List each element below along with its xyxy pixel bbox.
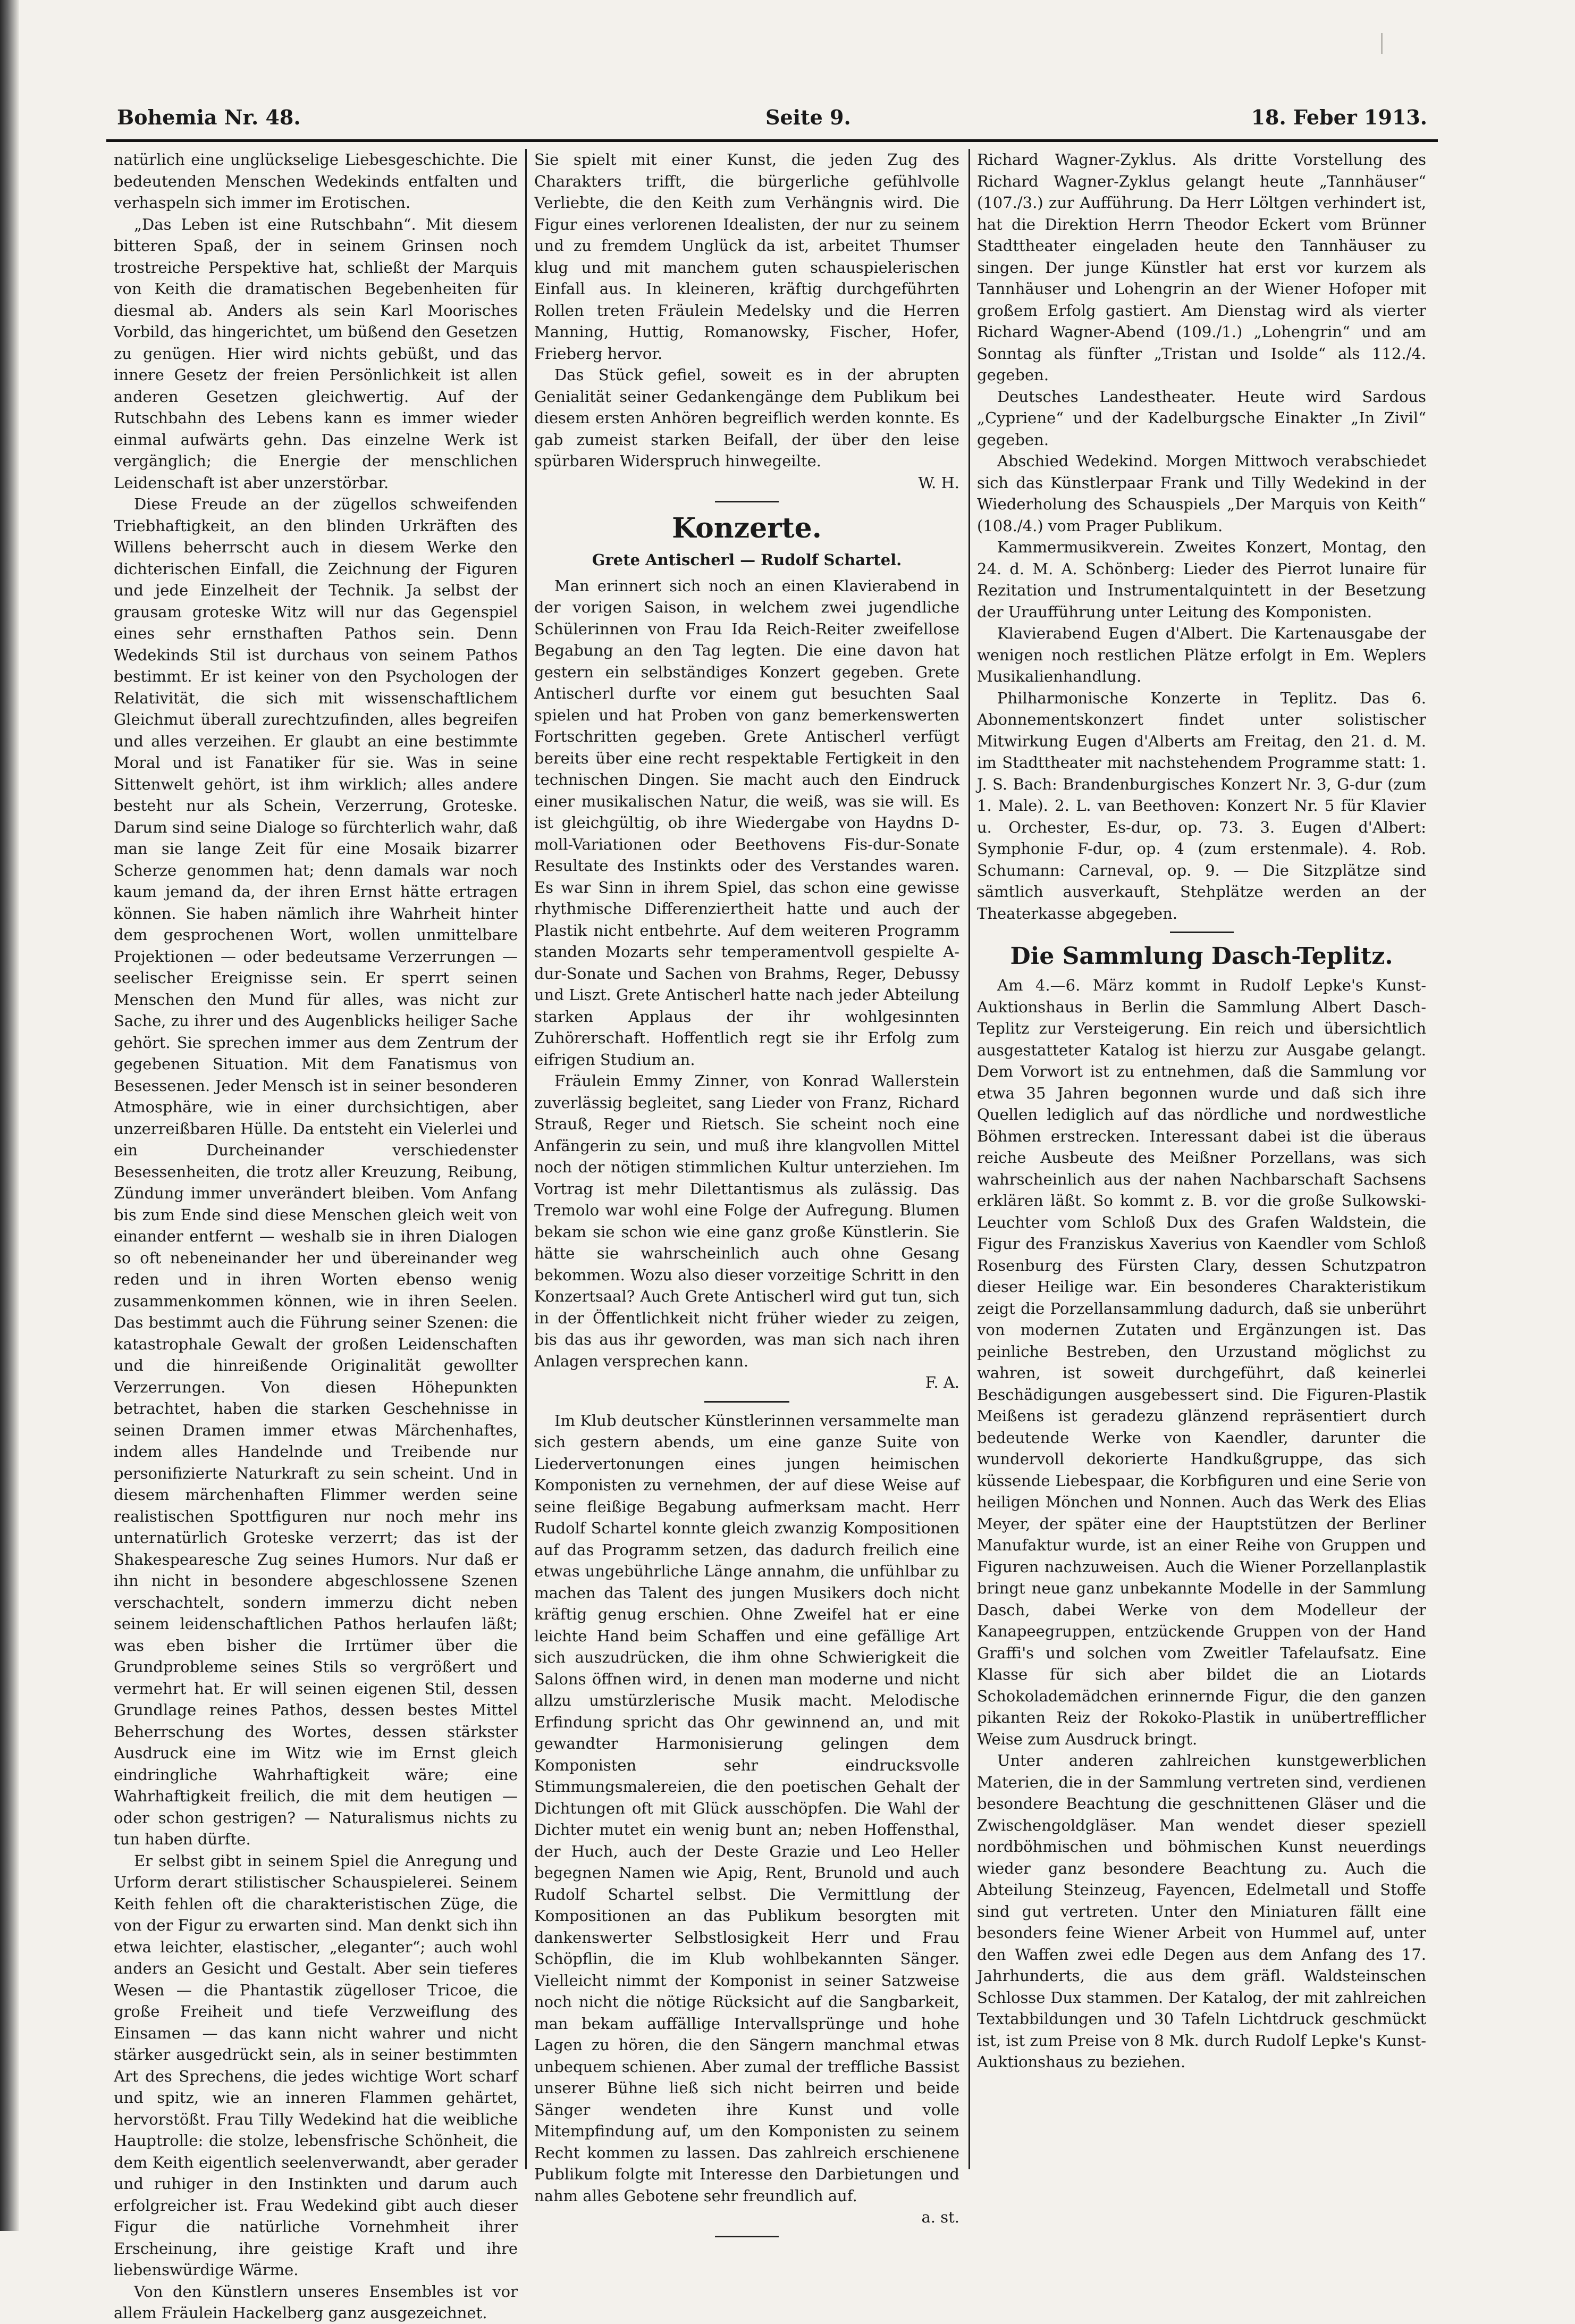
column-2 [534,149,959,2226]
article-paragraph: Im Klub deutscher Künstlerinnen versammelte man sich gestern abends, um eine ganze Suite von Liedervertonungen eines jungen heimischen Komponisten zu vernehmen, der auf diese Weise auf seine fleißige Begabung aufmerksam macht. Herr Rudolf Schartel konnte gleich zwanzig Kompositionen auf das Programm setzen, das dadurch freilich eine etwas ungebührliche Länge annahm, die unfühlbar zu machen das Talent des jungen Musikers doch nicht kräftig genug erschien. Ohne Zweifel hat er eine leichte Hand beim Schaffen und eine gefällige Art sich auszudrücken, die ihm ohne Schwierigkeit die Salons öffnen wird, in denen man moderne und nicht allzu umstürzlerische Musik macht. Melodische Erfindung spricht das Ohr gewinnend an, und mit gewandter Harmonisierung gelingen dem Komponisten sehr eindrucksvolle Stimmungsmalereien, die den poetischen Gehalt der Dichtungen oft mit Glück ausschöpfen. Die Wahl der Dichter mutet ein wenig bunt an; neben Hoffensthal, der Huch, auch der Deste Grazie und Leo Heller begegnen Namen wie Apig, Rent, Brunold und auch Rudolf Schartel selbst. Die Vermittlung der Kompositionen an das Publikum besorgten mit dankenswerter Selbstlosigkeit Herr und Frau Schöpflin, die im Klub wohlbekannten Sänger. Vielleicht nimmt der Komponist in seiner Satzweise noch nicht die nötige Rücksicht auf die Sangbarkeit, man bekam auffällige Intervallsprünge und hohe Lagen zu hören, die den Sängern manchmal etwas unbequem schienen. Aber zumal der treffliche Bassist unserer Bühne ließ sich nicht beirren und beide Sänger wendeten ihre Kunst und volle Mitempfindung auf, um den Komponisten zu seinem Recht kommen zu lassen. Das zahlreich erschienene Publikum folgte mit Interesse den Darbietungen und nahm alles Gebotene sehr freundlich auf. [534,1411,959,2205]
article-paragraph: Fräulein Emmy Zinner, von Konrad Wallerstein zuverlässig begleitet, sang Lieder von Franz, Richard Strauß, Reger und Rietsch. Sie scheint noch eine Anfängerin zu sein, und muß ihre klangvollen Mittel noch der nötigen stimmlichen Kultur unterziehen. Im Vortrag ist mehr Dilettantismus als zulässig. Das Tremolo war wohl eine Folge der Aufregung. Blumen bekam sie schon wie eine ganz große Künstlerin. Sie hätte sie wahrscheinlich auch ohne Gesang bekommen. Wozu also dieser vorzeitige Schritt in den Konzertsaal? Auch Grete Antischerl wird gut tun, sich in der Öffentlichkeit nicht früher wieder zu zeigen, bis das aus ihr geworden, was man sich nach ihren Anlagen versprechen kann. [534,1072,959,1370]
article-paragraph: Diese Freude an der zügellos schweifenden Triebhaftigkeit, an den blinden Urkräften des Willens beherrscht auch in diesem Werke den dichterischen Einfall, die Zeichnung der Figuren und jede Einzelheit der Technik. Ja selbst der grausam groteske Witz will nur das Gegenspiel eines sehr ernsthaften Pathos sein. Denn Wedekinds Stil ist durchaus von seinem Pathos bestimmt. Er ist keiner von den Psychologen der Relativität, die sich mit wissenschaftlichem Gleichmut überall zurechtzufinden, alles begreifen und alles verzeihen. Er glaubt an eine bestimmte Moral und ist Fanatiker für sie. Was in seine Sittenwelt gehört, ist ihm wirklich; alles andere besteht nur als Schein, Verzerrung, Groteske. Darum sind seine Dialoge so fürchterlich wahr, daß man sie lange Zeit für eine Mosaik bizarrer Scherze genommen hat; denn damals war noch kaum jemand da, der ihren Ernst hätte ertragen können. Sie haben nämlich ihre Wahrheit hinter dem gesprochenen Wort, wollen unmittelbare Projektionen — oder bedeutsame Verzerrungen — seelischer Ereignisse sein. Er sperrt seinen Menschen den Mund für alles, was nicht zur Sache, zu ihrer und des Augenblicks heiliger Sache gehört. Sie sprechen immer aus dem Zentrum der gegebenen Situation. Mit dem Fanatismus von Besessenen. Jeder Mensch ist in seiner besonderen Atmosphäre, wie in einer durchsichtigen, aber unzerreißbaren Hülle. Da entsteht ein Vielerlei und ein Durcheinander verschiedenster Besessenheiten, die trotz aller Kreuzung, Reibung, Zündung immer unverändert bleiben. Vom Anfang bis zum Ende sind diese Menschen gleich weit von einander entfernt — weshalb sie in ihren Dialogen so oft nebeneinander her und übereinander weg reden und in ihren Worten ebenso wenig zusammenkommen können, wie in ihren Seelen. Das bestimmt auch die Führung seiner Szenen: die katastrophale Gewalt der großen Leidenschaften und die hinreißende Originalität gewollter Verzerrungen. Von diesen Höhepunkten betrachtet, haben die starken Geschehnisse in seinen Dramen immer etwas Märchenhaftes, indem alles Handelnde und Treibende nur personifizierte Naturkraft zu sein scheint. Und in diesem märchenhaften Flimmer werden seine realistischen Spottfiguren nur noch mehr ins unternatürlich Groteske verzerrt; das ist der Shakespearesche Zug seines Humors. Nur daß er ihn nicht in besondere abgeschlossene Szenen verschachtelt, sondern immerzu dicht neben seinem leidenschaftlichen Pathos herlaufen läßt; was eben bisher die Irrtümer über die Grundprobleme seines Stils so vergrößert und vermehrt hat. Er will seinen eigenen Stil, dessen Grundlage reines Pathos, dessen bestes Mittel Beherrschung des Wortes, dessen stärkster Ausdruck eine im Witz wie im Ernst gleich eindringliche Wahrhaftigkeit wäre; eine Wahrhaftigkeit freilich, die mit dem heutigen — oder schon gestrigen? — Naturalismus nichts zu tun haben dürfte. [114,495,518,1848]
section-title-sammlung: Die Sammlung Dasch-Teplitz. [1010,943,1393,970]
header-page-number: Seite 9. [765,105,851,129]
header-date: 18. Feber 1913. [1251,105,1427,129]
section-separator [715,2236,779,2237]
article-paragraph: Von den Künstlern unseres Ensembles ist vor allem Fräulein Hackelberg ganz ausgezeichnet. [114,2282,518,2322]
header-publication: Bohemia Nr. 48. [117,105,301,129]
article-paragraph: Unter anderen zahlreichen kunstgewerblichen Materien, die in der Sammlung vertreten sind, verdienen besondere Beachtung die geschnittenen Gläser und die Zwischengoldgläser. Man wendet dieser speziell nordböhmischen und böhmischen Kunst neuerdings wieder ganz besondere Beachtung zu. Auch die Abteilung Steinzeug, Fayencen, Edelmetall und Stoffe sind gut vertreten. Unter den Miniaturen fällt eine besonders feine Wiener Arbeit von Hummel auf, unter den Waffen zwei edle Degen aus dem Anfang des 17. Jahrhunderts, die aus dem gräfl. Waldsteinschen Schlosse Dux stammen. Der Katalog, der mit zahlreichen Textabbildungen und 30 Tafeln Lichtdruck geschmückt ist, ist zum Preise von 8 Mk. durch Rudolf Lepke's Kunst-Auktionshaus zu beziehen. [977,1751,1426,2071]
section-separator [715,501,779,502]
notice-paragraph: Philharmonische Konzerte in Teplitz. Das 6. Abonnementskonzert findet unter solistischer Mitwirkung Eugen d'Alberts am Freitag, den 21. d. M. im Stadttheater mit nachstehendem Programme statt: 1. J. S. Bach: Brandenburgisches Konzert Nr. 3, G-dur (zum 1. Male). 2. L. van Beethoven: Konzert Nr. 5 für Klavier u. Orchester, Es-dur, op. 73. 3. Eugen d'Albert: Symphonie F-dur, op. 4 (zum erstenmale). 4. Rob. Schumann: Carneval, op. 9. — Die Sitzplätze sind sämtlich ausverkauft, Stehplätze werden an der Theaterkasse abgegeben. [977,689,1426,922]
article-paragraph: Er selbst gibt in seinem Spiel die Anregung und Urform derart stilistischer Schauspielerei. Seinem Keith fehlen oft die charakteristischen Züge, die von der Figur zu erwarten sind. Man denkt sich ihn etwa leichter, elastischer, „eleganter“; auch wohl anders an Gesicht und Gestalt. Aber sein tieferes Wesen — die Phantastik zügelloser Tricoe, die große Freiheit und tiefe Verzweiflung des Einsamen — das kann nicht wahrer und nicht stärker ausgedrückt sein, als in seiner bestimmten Art des Sprechens, die jedes wichtige Wort scharf und spitz, wie an inneren Flammen gehärtet, hervorstößt. Frau Tilly Wedekind hat die weibliche Hauptrolle: die stolze, lebensfrische Schönheit, die dem Keith eigentlich seelenverwandt, aber gerader und ruhiger in den Instinkten und darum auch erfolgreicher ist. Frau Wedekind gibt auch dieser Figur die natürliche Vornehmheit ihrer Erscheinung, ihre geistige Kraft und ihre liebenswürdige Wärme. [114,1851,518,2279]
article-signature: F. A. [925,1373,959,1391]
article-paragraph: Am 4.—6. März kommt in Rudolf Lepke's Kunst-Auktionshaus in Berlin die Sammlung Albert Dasch-Teplitz zur Versteigerung. Ein reich und übersichtlich ausgestatteter Katalog ist hierzu zur Ausgabe gelangt. Dem Vorwort ist zu entnehmen, daß die Sammlung vor etwa 35 Jahren begonnen wurde und daß sich ihre Quellen lediglich auf das nördliche und nordwestliche Böhmen erstrecken. Interessant dabei ist die überaus reiche Ausbeute des Meißner Porzellans, was sich wahrscheinlich aus der nahen Nachbarschaft Sachsens erklären läßt. So kommt z. B. vor die große Sulkowski-Leuchter vom Schloß Dux des Grafen Waldstein, die Figur des Franziskus Xaverius von Kaendler vom Schloß Rosenburg des Fürsten Clary, dessen Schutzpatron dieser Heilige war. Ein besonderes Charakteristikum zeigt die Porzellansammlung dadurch, daß sie unberührt von modernen Zutaten und Ergänzungen ist. Das peinliche Bestreben, den Urzustand möglichst zu wahren, ist soweit durchgeführt, daß keinerlei Beschädigungen ausgebessert sind. Die Figuren-Plastik Meißens ist geradezu glänzend repräsentiert durch bedeutende Werke von Kaendler, darunter die wundervoll dekorierte Handkußgruppe, das sich küssende Liebespaar, die Korbfiguren und eine Serie von heiligen Mönchen und Nonnen. Auch das Werk des Elias Meyer, der später eine der Hauptstützen der Berliner Manufaktur wurde, ist an einer Reihe von Gruppen und Figuren nachzuweisen. Auch die Wiener Porzellanplastik bringt neue ganz unbekannte Modelle in der Sammlung Dasch, dabei Werke von dem Modelleur der Kanapeegruppen, entzückende Gruppen von der Hand Graffi's und solchen vom Zweitler Tafelaufsatz. Eine Klasse für sich aber bildet die an Liotards Schokolademädchen erinnernde Figur, die den ganzen pikanten Reiz der Rokoko-Plastik in unübertrefflicher Weise zum Ausdruck bringt. [977,976,1426,1748]
section-subtitle: Grete Antischerl — Rudolf Schartel. [592,551,902,569]
article-paragraph: Man erinnert sich noch an einen Klavierabend in der vorigen Saison, in welchem zwei jugendliche Schülerinnen von Frau Ida Reich-Reiter zweifellose Begabung an den Tag legten. Die eine davon hat gestern ein selbständiges Konzert gegeben. Grete Antischerl durfte vor einem gut besuchten Saal spielen und hat Proben von ganz bemerkenswerten Fortschritten gegeben. Grete Antischerl verfügt bereits über eine recht respektable Fertigkeit in den technischen Dingen. Sie macht auch den Eindruck einer musikalischen Natur, die weiß, was sie will. Es ist gleichgültig, ob ihre Wiedergabe von Haydns D-moll-Variationen oder Beethovens Fis-dur-Sonate Resultate des Instinkts oder des Verstandes waren. Es war Sinn in ihrem Spiel, das schon eine gewisse rhythmische Differenziertheit hatte und auch der Plastik nicht entbehrte. Auf dem weiteren Programm standen Mozarts sehr temperamentvoll gespielte A-dur-Sonate und Sachen von Brahms, Reger, Debussy und Liszt. Grete Antischerl hatte nach jeder Abteilung starken Applaus der ihr wohlgesinnten Zuhörerschaft. Hoffentlich regt sie ihr Erfolg zum eifrigen Studium an. [534,576,959,1069]
header-rule [106,139,1438,142]
article-paragraph: Sie spielt mit einer Kunst, die jeden Zug des Charakters trifft, die bürgerliche gefühlvolle Verliebte, die den Keith zum Verhängnis wird. Die Figur eines verlorenen Idealisten, der nur zu seinem und zu fremdem Unglück da ist, arbeitet Thumser klug und mit manchem guten schauspielerischen Einfall aus. In kleineren, kräftig durchgeführten Rollen treten Fräulein Medelsky und die Herren Manning, Huttig, Romanowsky, Fischer, Hofer, Frieberg hervor. [534,150,959,363]
section-title-konzerte: Konzerte. [672,512,822,544]
article-paragraph: „Das Leben ist eine Rutschbahn“. Mit diesem bitteren Spaß, der in seinem Grinsen noch trostreiche Perspektive hat, schließt der Marquis von Keith die dramatischen Begebenheiten für diesmal ab. Anders als sein Karl Moorisches Vorbild, das hingerichtet, um büßend den Gesetzen zu genügen. Hier wird nichts gebüßt, und das innere Gesetz der freien Persönlichkeit ist allen anderen Gesetzen gleichwertig. Auf der Rutschbahn des Lebens kann es immer wieder einmal aufwärts gehn. Das einzelne Werk ist vergänglich; die Energie der menschlichen Leidenschaft ist aber unzerstörbar. [114,215,518,492]
section-separator [1170,932,1234,933]
column-1 [114,149,518,2322]
column-divider-1 [525,149,527,2169]
article-signature: a. st. [921,2208,959,2226]
page-header [106,105,1438,137]
article-paragraph: natürlich eine unglückselige Liebesgeschichte. Die bedeutenden Menschen Wedekinds entfalten und verhaspeln sich immer im Erotischen. [114,150,518,212]
article-paragraph: Das Stück gefiel, soweit es in der abrupten Genialität seiner Gedankengänge dem Publikum bei diesem ersten Anhören begreiflich werden konnte. Es gab zumeist starken Beifall, der über den leise spürbaren Widerspruch hinwegeilte. [534,366,959,470]
column-divider-2 [968,149,970,2169]
notice-paragraph: Klavierabend Eugen d'Albert. Die Kartenausgabe der wenigen noch restlichen Plätze erfolgt in Em. Weplers Musikalienhandlung. [977,624,1426,685]
notice-paragraph: Richard Wagner-Zyklus. Als dritte Vorstellung des Richard Wagner-Zyklus gelangt heute „Tannhäuser“ (107./3.) zur Aufführung. Da Herr Löltgen verhindert ist, hat die Direktion Herrn Theodor Eckert vom Brünner Stadttheater eingeladen heute den Tannhäuser zu singen. Der junge Künstler hat erst vor kurzem als Tannhäuser und Lohengrin an der Wiener Hofoper mit großem Erfolg gastiert. Am Dienstag wird als vierter Richard Wagner-Abend (109./1.) „Lohengrin“ und am Sonntag als fünfter „Tristan und Isolde“ als 112./4. gegeben. [977,150,1426,384]
article-signature: W. H. [918,473,959,492]
notice-paragraph: Kammermusikverein. Zweites Konzert, Montag, den 24. d. M. A. Schönberg: Lieder des Pierrot lunaire für Rezitation und Instrumentalquintett in der Besetzung der Uraufführung unter Leitung des Komponisten. [977,538,1426,621]
section-separator [704,1401,789,1403]
pen-mark [1381,33,1383,54]
column-3 [977,149,1426,2127]
notice-paragraph: Abschied Wedekind. Morgen Mittwoch verabschiedet sich das Künstlerpaar Frank und Tilly Wedekind in der Wiederholung des Schauspiels „Der Marquis von Keith“ (108./4.) vom Prager Publikum. [977,452,1426,535]
page-binding-edge [0,0,19,2231]
notice-paragraph: Deutsches Landestheater. Heute wird Sardous „Cypriene“ und der Kadelburgsche Einakter „In Zivil“ gegeben. [977,387,1426,449]
